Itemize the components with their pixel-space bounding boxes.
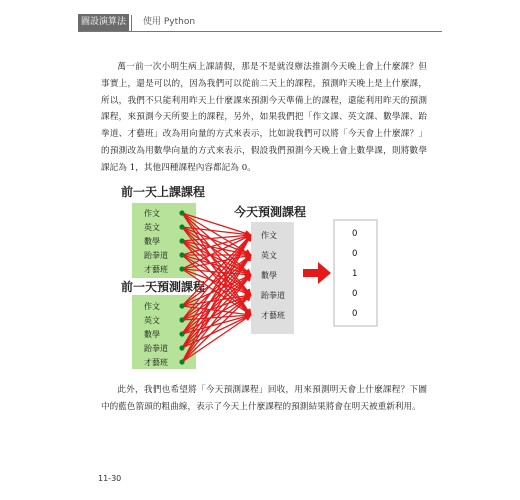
course-node bbox=[179, 303, 184, 308]
course-node bbox=[179, 345, 184, 350]
course-node bbox=[179, 238, 184, 243]
prev-course-label: 才藝班 bbox=[144, 265, 168, 274]
big-right-arrow bbox=[303, 262, 331, 284]
page-header bbox=[0, 14, 520, 38]
today-course-label: 作文 bbox=[261, 231, 277, 240]
vector-value: 0 bbox=[352, 309, 358, 319]
body-paragraph-2: 此外，我們也希望將「今天預測課程」回收，用來預測明天會上什麼課程？下圖中的藍色箭頭的粗曲線，表示了今天上什麼課程的預測結果將會在明天被重新利用。 bbox=[101, 385, 427, 412]
vector-value: 0 bbox=[352, 229, 358, 239]
today-course-label: 數學 bbox=[261, 271, 277, 280]
prev-pred-label: 英文 bbox=[144, 316, 160, 325]
header-subtitle: 使用 Python bbox=[143, 17, 196, 27]
vector-value: 1 bbox=[352, 269, 358, 279]
prev-course-label: 數學 bbox=[144, 237, 160, 246]
today-course-label: 跆拳道 bbox=[261, 291, 285, 300]
header-rule bbox=[78, 31, 442, 32]
prev-pred-label: 跆拳道 bbox=[144, 344, 168, 353]
course-node bbox=[179, 266, 184, 271]
prev-course-label: 英文 bbox=[144, 223, 160, 232]
course-node bbox=[179, 317, 184, 322]
course-node bbox=[179, 224, 184, 229]
prev-pred-label: 數學 bbox=[144, 330, 160, 339]
chapter-tab: 圖設演算法 bbox=[78, 14, 129, 31]
title-today-prediction: 今天預測課程 bbox=[234, 205, 307, 219]
prev-pred-label: 作文 bbox=[144, 302, 160, 311]
today-course-label: 才藝班 bbox=[261, 311, 285, 320]
body-paragraph-1: 萬一前一次小明生病上課請假，那是不是就沒辦法推測今天晚上會上什麼課？但事實上，還是可以的，因為我們可以從前二天上的課程，預測昨天晚上是上什麼課，所以，我們不只能利用昨天上什麼課來預測今天準備上的課程，還能利用昨天的預測課程，來預測今天所要上的課程，另外，如果我們把「作文課、英文課、數學課、跆拳道、才藝班」改為用向量的方式來表示，比如說我們可以將「今天會上什麼課？」的預測改為用數學向量的方式來表示，假設我們預測今天晚上會上數學課，則將數學課記為 1，其他四種課程內容都記為 0。 bbox=[101, 62, 427, 173]
title-prev-day-prediction: 前一天預測課程 bbox=[121, 280, 206, 294]
prev-pred-label: 才藝班 bbox=[144, 358, 168, 367]
header-divider bbox=[131, 15, 132, 31]
vector-value: 0 bbox=[352, 289, 358, 299]
today-course-label: 英文 bbox=[261, 251, 277, 260]
course-node bbox=[179, 252, 184, 257]
title-prev-day-courses: 前一天上課課程 bbox=[121, 185, 206, 199]
course-node bbox=[179, 210, 184, 215]
prev-course-label: 跆拳道 bbox=[144, 251, 168, 260]
vector-value: 0 bbox=[352, 249, 358, 259]
prev-course-label: 作文 bbox=[144, 209, 160, 218]
course-node bbox=[179, 331, 184, 336]
page-number: 11-30 bbox=[98, 474, 122, 483]
course-prediction-diagram bbox=[100, 175, 430, 373]
course-node bbox=[179, 359, 184, 364]
